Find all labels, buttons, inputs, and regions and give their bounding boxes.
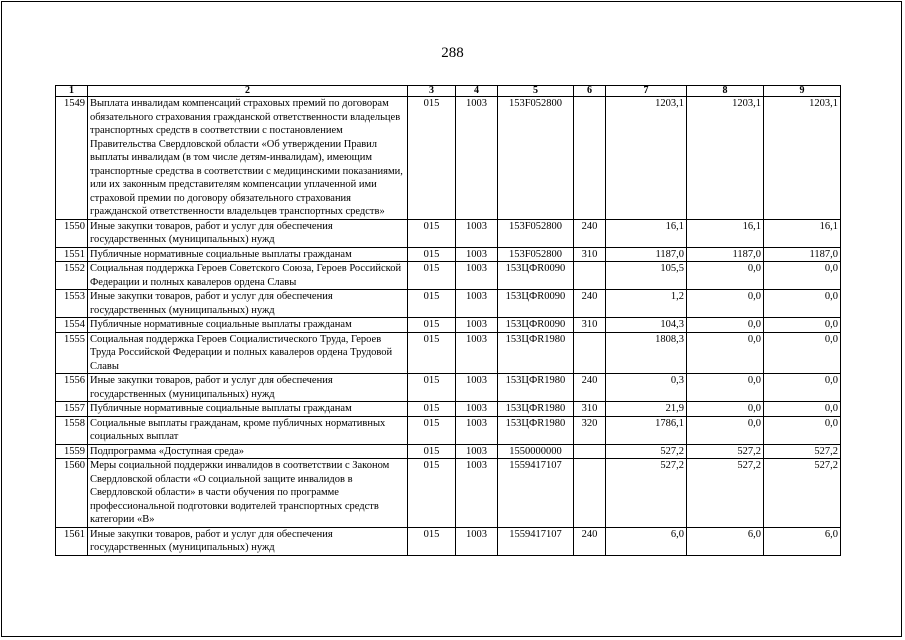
row-name-cell: Социальные выплаты гражданам, кроме публичных нормативных социальных выплат xyxy=(88,416,408,444)
row-name-cell: Социальная поддержка Героев Советского Союза, Героев Российской Федерации и полных кавалеров ордена Славы xyxy=(88,262,408,290)
amount-col8-cell: 0,0 xyxy=(687,332,764,374)
table-row xyxy=(56,262,841,290)
column-header: 4 xyxy=(456,86,498,97)
section-code-cell: 1003 xyxy=(456,318,498,333)
amount-col7-cell: 1786,1 xyxy=(606,416,687,444)
amount-col8-cell: 0,0 xyxy=(687,374,764,402)
table-row xyxy=(56,290,841,318)
amount-col9-cell: 0,0 xyxy=(764,416,841,444)
expense-type-cell xyxy=(574,444,606,459)
row-number-cell: 1549 xyxy=(56,97,88,220)
table-row xyxy=(56,527,841,555)
row-name-cell: Иные закупки товаров, работ и услуг для обеспечения государственных (муниципальных) нужд xyxy=(88,527,408,555)
expense-type-cell: 310 xyxy=(574,247,606,262)
section-code-cell: 1003 xyxy=(456,332,498,374)
amount-col7-cell: 105,5 xyxy=(606,262,687,290)
expense-type-cell: 240 xyxy=(574,219,606,247)
target-article-cell: 153F052800 xyxy=(498,247,574,262)
expense-type-cell: 240 xyxy=(574,290,606,318)
row-name-cell: Иные закупки товаров, работ и услуг для обеспечения государственных (муниципальных) нужд xyxy=(88,374,408,402)
row-number-cell: 1551 xyxy=(56,247,88,262)
amount-col9-cell: 0,0 xyxy=(764,290,841,318)
row-number-cell: 1559 xyxy=(56,444,88,459)
amount-col8-cell: 0,0 xyxy=(687,318,764,333)
row-number-cell: 1558 xyxy=(56,416,88,444)
page-number: 288 xyxy=(441,45,464,61)
table-row xyxy=(56,416,841,444)
expense-type-cell xyxy=(574,97,606,220)
target-article-cell: 153ЦФR1980 xyxy=(498,402,574,417)
amount-col8-cell: 16,1 xyxy=(687,219,764,247)
expense-type-cell xyxy=(574,332,606,374)
row-number-cell: 1552 xyxy=(56,262,88,290)
section-code-cell: 1003 xyxy=(456,416,498,444)
table-row xyxy=(56,97,841,220)
amount-col9-cell: 0,0 xyxy=(764,374,841,402)
expense-type-cell: 240 xyxy=(574,374,606,402)
target-article-cell: 153ЦФR0090 xyxy=(498,318,574,333)
table-header-row xyxy=(56,86,841,97)
row-name-cell: Социальная поддержка Героев Социалистического Труда, Героев Труда Российской Федерации и полных кавалеров ордена Трудовой Славы xyxy=(88,332,408,374)
ministry-code-cell: 015 xyxy=(408,97,456,220)
table-row xyxy=(56,374,841,402)
ministry-code-cell: 015 xyxy=(408,262,456,290)
amount-col7-cell: 6,0 xyxy=(606,527,687,555)
expense-type-cell xyxy=(574,262,606,290)
amount-col8-cell: 0,0 xyxy=(687,402,764,417)
row-name-cell: Публичные нормативные социальные выплаты гражданам xyxy=(88,318,408,333)
section-code-cell: 1003 xyxy=(456,262,498,290)
row-number-cell: 1560 xyxy=(56,459,88,528)
table-row xyxy=(56,247,841,262)
amount-col7-cell: 1,2 xyxy=(606,290,687,318)
amount-col7-cell: 0,3 xyxy=(606,374,687,402)
amount-col9-cell: 16,1 xyxy=(764,219,841,247)
amount-col7-cell: 527,2 xyxy=(606,444,687,459)
amount-col9-cell: 527,2 xyxy=(764,459,841,528)
amount-col9-cell: 0,0 xyxy=(764,318,841,333)
ministry-code-cell: 015 xyxy=(408,459,456,528)
section-code-cell: 1003 xyxy=(456,97,498,220)
ministry-code-cell: 015 xyxy=(408,374,456,402)
ministry-code-cell: 015 xyxy=(408,444,456,459)
row-name-cell: Иные закупки товаров, работ и услуг для обеспечения государственных (муниципальных) нужд xyxy=(88,290,408,318)
expense-type-cell: 320 xyxy=(574,416,606,444)
table-row xyxy=(56,459,841,528)
row-number-cell: 1555 xyxy=(56,332,88,374)
amount-col7-cell: 1187,0 xyxy=(606,247,687,262)
ministry-code-cell: 015 xyxy=(408,290,456,318)
section-code-cell: 1003 xyxy=(456,290,498,318)
amount-col9-cell: 1187,0 xyxy=(764,247,841,262)
row-name-cell: Меры социальной поддержки инвалидов в соответствии с Законом Свердловской области «О социальной защите инвалидов в Свердловской области» в части обучения по программе профессиональной подготовки водителей транспортных средств категории «В» xyxy=(88,459,408,528)
amount-col8-cell: 1187,0 xyxy=(687,247,764,262)
section-code-cell: 1003 xyxy=(456,374,498,402)
amount-col8-cell: 0,0 xyxy=(687,290,764,318)
ministry-code-cell: 015 xyxy=(408,318,456,333)
amount-col9-cell: 1203,1 xyxy=(764,97,841,220)
row-number-cell: 1553 xyxy=(56,290,88,318)
ministry-code-cell: 015 xyxy=(408,332,456,374)
ministry-code-cell: 015 xyxy=(408,402,456,417)
column-header: 8 xyxy=(687,86,764,97)
amount-col7-cell: 527,2 xyxy=(606,459,687,528)
row-number-cell: 1556 xyxy=(56,374,88,402)
amount-col9-cell: 0,0 xyxy=(764,262,841,290)
amount-col7-cell: 104,3 xyxy=(606,318,687,333)
column-header: 2 xyxy=(88,86,408,97)
ministry-code-cell: 015 xyxy=(408,247,456,262)
amount-col8-cell: 0,0 xyxy=(687,262,764,290)
amount-col8-cell: 527,2 xyxy=(687,444,764,459)
amount-col8-cell: 0,0 xyxy=(687,416,764,444)
amount-col7-cell: 21,9 xyxy=(606,402,687,417)
column-header: 6 xyxy=(574,86,606,97)
row-name-cell: Публичные нормативные социальные выплаты гражданам xyxy=(88,402,408,417)
row-number-cell: 1561 xyxy=(56,527,88,555)
row-number-cell: 1554 xyxy=(56,318,88,333)
amount-col8-cell: 6,0 xyxy=(687,527,764,555)
amount-col7-cell: 16,1 xyxy=(606,219,687,247)
amount-col8-cell: 527,2 xyxy=(687,459,764,528)
target-article-cell: 153ЦФR1980 xyxy=(498,332,574,374)
table-row xyxy=(56,402,841,417)
section-code-cell: 1003 xyxy=(456,402,498,417)
column-header: 3 xyxy=(408,86,456,97)
row-name-cell: Выплата инвалидам компенсаций страховых премий по договорам обязательного страхования гражданской ответственности владельцев транспортных средств в соответствии с постановлением Правительства Свердловской области «Об утверждении Правил выплаты инвалидам (в том числе детям-инвалидам), имеющим транспортные средства в соответствии с медицинскими показаниями, или их законным представителям компенсации уплаченной ими страховой премии по договору обязательного страхования гражданской ответственности владельцев транспортных средств» xyxy=(88,97,408,220)
amount-col9-cell: 0,0 xyxy=(764,332,841,374)
target-article-cell: 153ЦФR1980 xyxy=(498,416,574,444)
row-number-cell: 1557 xyxy=(56,402,88,417)
column-header: 7 xyxy=(606,86,687,97)
section-code-cell: 1003 xyxy=(456,444,498,459)
target-article-cell: 153F052800 xyxy=(498,219,574,247)
table-row xyxy=(56,444,841,459)
target-article-cell: 153ЦФR1980 xyxy=(498,374,574,402)
ministry-code-cell: 015 xyxy=(408,219,456,247)
amount-col7-cell: 1203,1 xyxy=(606,97,687,220)
section-code-cell: 1003 xyxy=(456,247,498,262)
column-header: 1 xyxy=(56,86,88,97)
target-article-cell: 153ЦФR0090 xyxy=(498,262,574,290)
section-code-cell: 1003 xyxy=(456,527,498,555)
row-name-cell: Подпрограмма «Доступная среда» xyxy=(88,444,408,459)
target-article-cell: 1559417107 xyxy=(498,527,574,555)
expense-type-cell: 240 xyxy=(574,527,606,555)
column-header: 5 xyxy=(498,86,574,97)
table-row xyxy=(56,318,841,333)
section-code-cell: 1003 xyxy=(456,219,498,247)
table-row xyxy=(56,219,841,247)
amount-col9-cell: 527,2 xyxy=(764,444,841,459)
table-body xyxy=(56,97,841,556)
expense-type-cell xyxy=(574,459,606,528)
row-name-cell: Публичные нормативные социальные выплаты гражданам xyxy=(88,247,408,262)
amount-col7-cell: 1808,3 xyxy=(606,332,687,374)
amount-col9-cell: 0,0 xyxy=(764,402,841,417)
budget-table xyxy=(55,85,841,556)
expense-type-cell: 310 xyxy=(574,318,606,333)
target-article-cell: 153ЦФR0090 xyxy=(498,290,574,318)
amount-col9-cell: 6,0 xyxy=(764,527,841,555)
ministry-code-cell: 015 xyxy=(408,416,456,444)
table-row xyxy=(56,332,841,374)
column-header: 9 xyxy=(764,86,841,97)
ministry-code-cell: 015 xyxy=(408,527,456,555)
expense-type-cell: 310 xyxy=(574,402,606,417)
row-number-cell: 1550 xyxy=(56,219,88,247)
target-article-cell: 153F052800 xyxy=(498,97,574,220)
row-name-cell: Иные закупки товаров, работ и услуг для обеспечения государственных (муниципальных) нужд xyxy=(88,219,408,247)
target-article-cell: 1559417107 xyxy=(498,459,574,528)
amount-col8-cell: 1203,1 xyxy=(687,97,764,220)
target-article-cell: 1550000000 xyxy=(498,444,574,459)
section-code-cell: 1003 xyxy=(456,459,498,528)
